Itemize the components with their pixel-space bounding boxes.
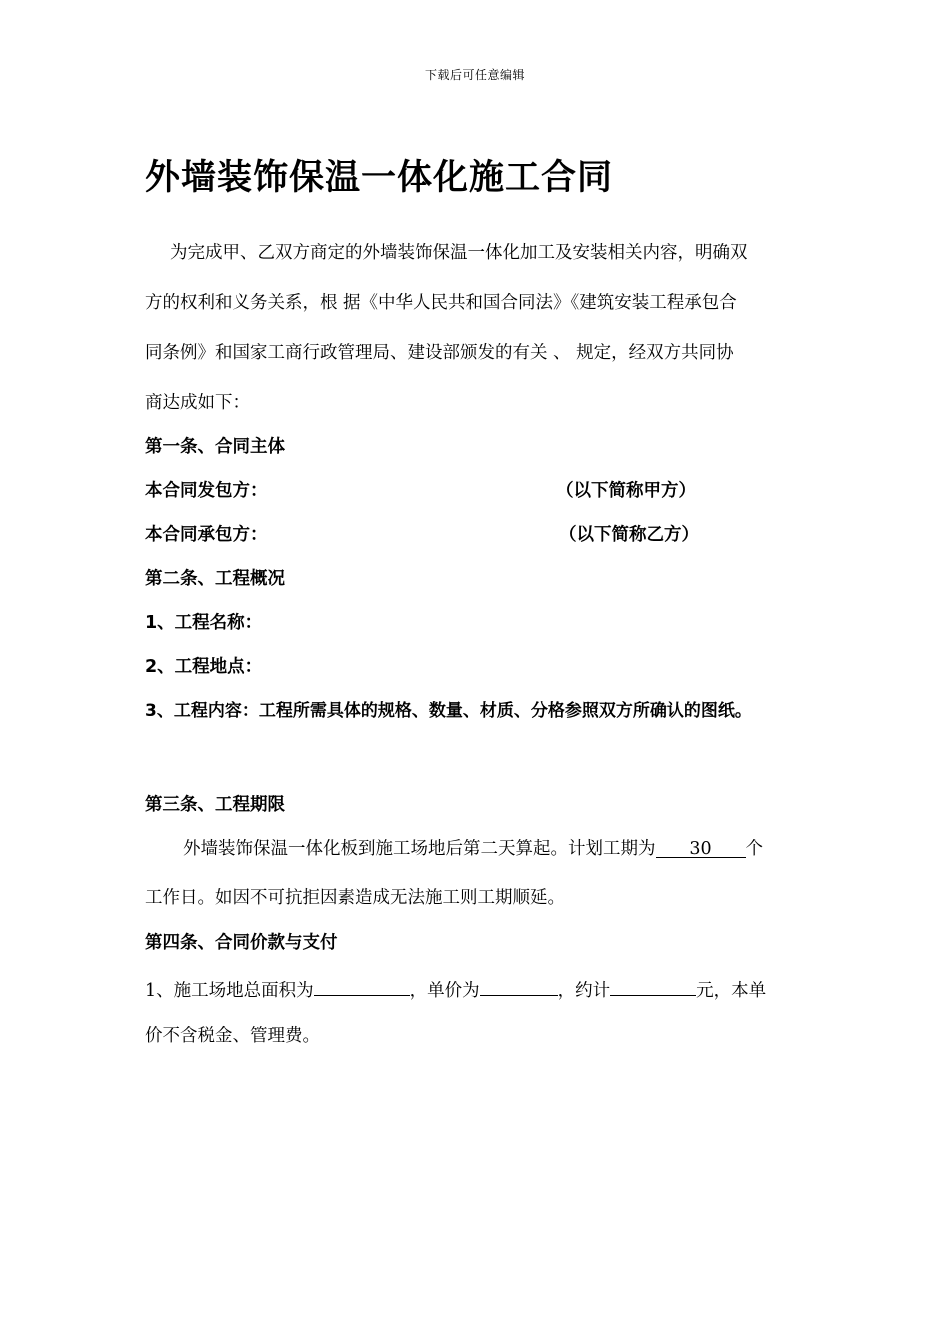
intro-line-4: 商达成如下： — [145, 393, 250, 413]
duration-line-1 — [183, 837, 763, 861]
duration-days-field: 30 — [656, 837, 746, 858]
document-title: 外墙装饰保温一体化施工合同 — [145, 157, 614, 198]
intro-line-3: 同条例》和国家工商行政管理局、建设部颁发的有关 、 规定，经双方共同协 — [145, 343, 734, 363]
article-2-heading: 第二条、工程概况 — [145, 569, 285, 589]
article-1-heading: 第一条、合同主体 — [145, 437, 285, 457]
intro-line-2: 方的权利和义务关系，根 据《中华人民共和国合同法》《建筑安装工程承包合 — [145, 293, 737, 313]
area-blank — [314, 975, 410, 996]
intro-line-1: 为完成甲、乙双方商定的外墙装饰保温一体化加工及安装相关内容，明确双 — [170, 243, 748, 263]
price-text-area: 1、施工场地总面积为 — [145, 981, 314, 1001]
total-blank — [610, 975, 696, 996]
page-header: 下载后可任意编辑 — [424, 68, 525, 82]
article-3-heading: 第三条、工程期限 — [145, 795, 285, 815]
project-name-item: 1、工程名称： — [145, 613, 263, 633]
duration-text-before: 外墙装饰保温一体化板到施工场地后第二天算起。计划工期为 — [183, 839, 656, 859]
party-b-note: （以下简称乙方） — [559, 525, 699, 545]
duration-text-after: 个 — [745, 839, 763, 859]
party-a-note: （以下简称甲方） — [556, 481, 696, 501]
party-a-label: 本合同发包方： — [145, 481, 268, 501]
project-content-item: 3、工程内容：工程所需具体的规格、数量、材质、分格参照双方所确认的图纸。 — [145, 701, 752, 721]
price-line-1 — [145, 975, 766, 1003]
price-text-unit: ，单价为 — [409, 981, 480, 1001]
project-location-item: 2、工程地点： — [145, 657, 263, 677]
party-b-label: 本合同承包方： — [145, 525, 268, 545]
price-text-end: 元，本单 — [696, 981, 767, 1001]
unit-price-blank — [480, 975, 558, 996]
price-text-total: ，约计 — [557, 981, 611, 1001]
duration-line-2: 工作日。如因不可抗拒因素造成无法施工则工期顺延。 — [145, 888, 565, 908]
price-line-2: 价不含税金、管理费。 — [145, 1026, 320, 1046]
article-4-heading: 第四条、合同价款与支付 — [145, 933, 338, 953]
